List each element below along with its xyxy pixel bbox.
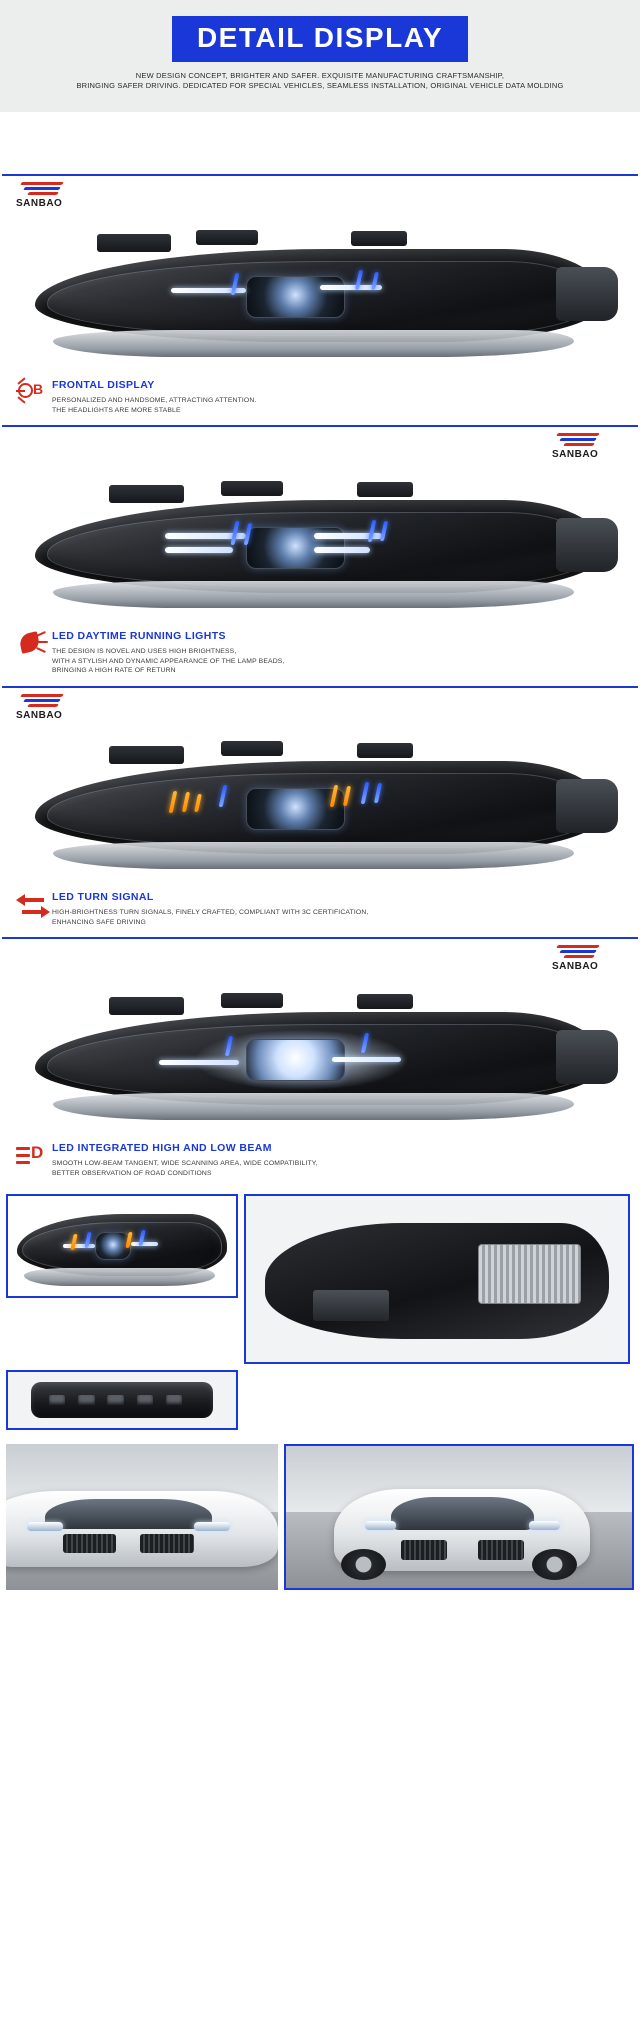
car-photo-front-right: [284, 1444, 634, 1590]
turn-signal-icon: [16, 890, 50, 920]
product-image-frontal: [0, 222, 640, 372]
bulb-icon: B: [16, 378, 50, 408]
feature-desc-line2: WITH A STYLISH AND DYNAMIC APPEARANCE OF THE LAMP BEADS,: [52, 657, 285, 665]
product-image-drl: [0, 473, 640, 623]
section-turn-signal: [0, 686, 640, 937]
headlight-render: [10, 473, 630, 623]
headlight-render: [10, 222, 630, 372]
brand-name: SANBAO: [16, 198, 63, 209]
headlight-render-small: [8, 1196, 236, 1296]
header-title-bar: [172, 16, 468, 62]
headlight-lit-thumb: [6, 1194, 238, 1298]
headlight-render: [10, 734, 630, 884]
feature-turn-signal: [0, 884, 640, 937]
feature-desc-line1: THE DESIGN IS NOVEL AND USES HIGH BRIGHTNESS,: [52, 648, 237, 656]
brand-logo: [552, 433, 618, 467]
brand-stripes-icon: [554, 945, 600, 958]
headlight-render: [10, 985, 630, 1135]
drl-icon: [16, 629, 50, 659]
page-header: [0, 0, 640, 112]
feature-desc-line1: SMOOTH LOW-BEAM TANGENT, WIDE SCANNING AREA, WIDE COMPATIBILITY,: [52, 1160, 318, 1168]
brand-name: SANBAO: [552, 961, 599, 973]
feature-title: LED TURN SIGNAL: [52, 890, 154, 903]
headlight-rear-housing: [244, 1194, 630, 1364]
feature-desc-line2: ENHANCING SAFE DRIVING: [52, 918, 146, 926]
brand-logo: [552, 945, 618, 979]
connector-plug-closeup: [6, 1370, 238, 1430]
feature-desc-line2: BETTER OBSERVATION OF ROAD CONDITIONS: [52, 1169, 212, 1177]
brand-stripes-icon: [18, 182, 64, 195]
feature-title: FRONTAL DISPLAY: [52, 379, 155, 391]
application-photos: [0, 1438, 640, 1596]
feature-desc-line1: PERSONALIZED AND HANDSOME, ATTRACTING ATTENTION.: [52, 397, 257, 404]
feature-frontal: [0, 372, 640, 425]
section-frontal: [0, 174, 640, 425]
page-title: DETAIL DISPLAY: [196, 22, 444, 53]
brand-logo: [16, 694, 82, 728]
product-image-turn-signal: [0, 734, 640, 884]
brand-stripes-icon: [18, 694, 64, 707]
feature-desc-line2: THE HEADLIGHTS ARE MORE STABLE: [52, 406, 181, 414]
brand-logo: [16, 182, 82, 216]
section-high-low-beam: [0, 937, 640, 1188]
beam-icon: D: [16, 1141, 50, 1171]
car-photo-front-left: [6, 1444, 278, 1590]
header-subtitle-line2: BRINGING SAFER DRIVING. DEDICATED FOR SPECIAL VEHICLES, SEAMLESS INSTALLATION, ORIGINAL VEHICLE DATA MOLDING: [76, 81, 564, 90]
detail-gallery: [0, 1188, 640, 1438]
brand-name: SANBAO: [552, 449, 599, 461]
brand-name: SANBAO: [16, 709, 63, 721]
feature-title: LED INTEGRATED HIGH AND LOW BEAM: [52, 1142, 272, 1155]
feature-drl: [0, 623, 640, 686]
header-subtitle-line1: NEW DESIGN CONCEPT, BRIGHTER AND SAFER. EXQUISITE MANUFACTURING CRAFTSMANSHIP,: [135, 71, 505, 80]
header-subtitle: [0, 71, 640, 91]
brand-stripes-icon: [554, 433, 600, 446]
product-image-beam: [0, 985, 640, 1135]
feature-high-low-beam: [0, 1135, 640, 1188]
section-drl: [0, 425, 640, 686]
feature-title: LED DAYTIME RUNNING LIGHTS: [52, 630, 226, 643]
feature-desc-line3: BRINGING A HIGH RATE OF RETURN: [52, 667, 176, 675]
feature-desc-line1: HIGH-BRIGHTNESS TURN SIGNALS, FINELY CRAFTED, COMPLIANT WITH 3C CERTIFICATION,: [52, 908, 369, 916]
